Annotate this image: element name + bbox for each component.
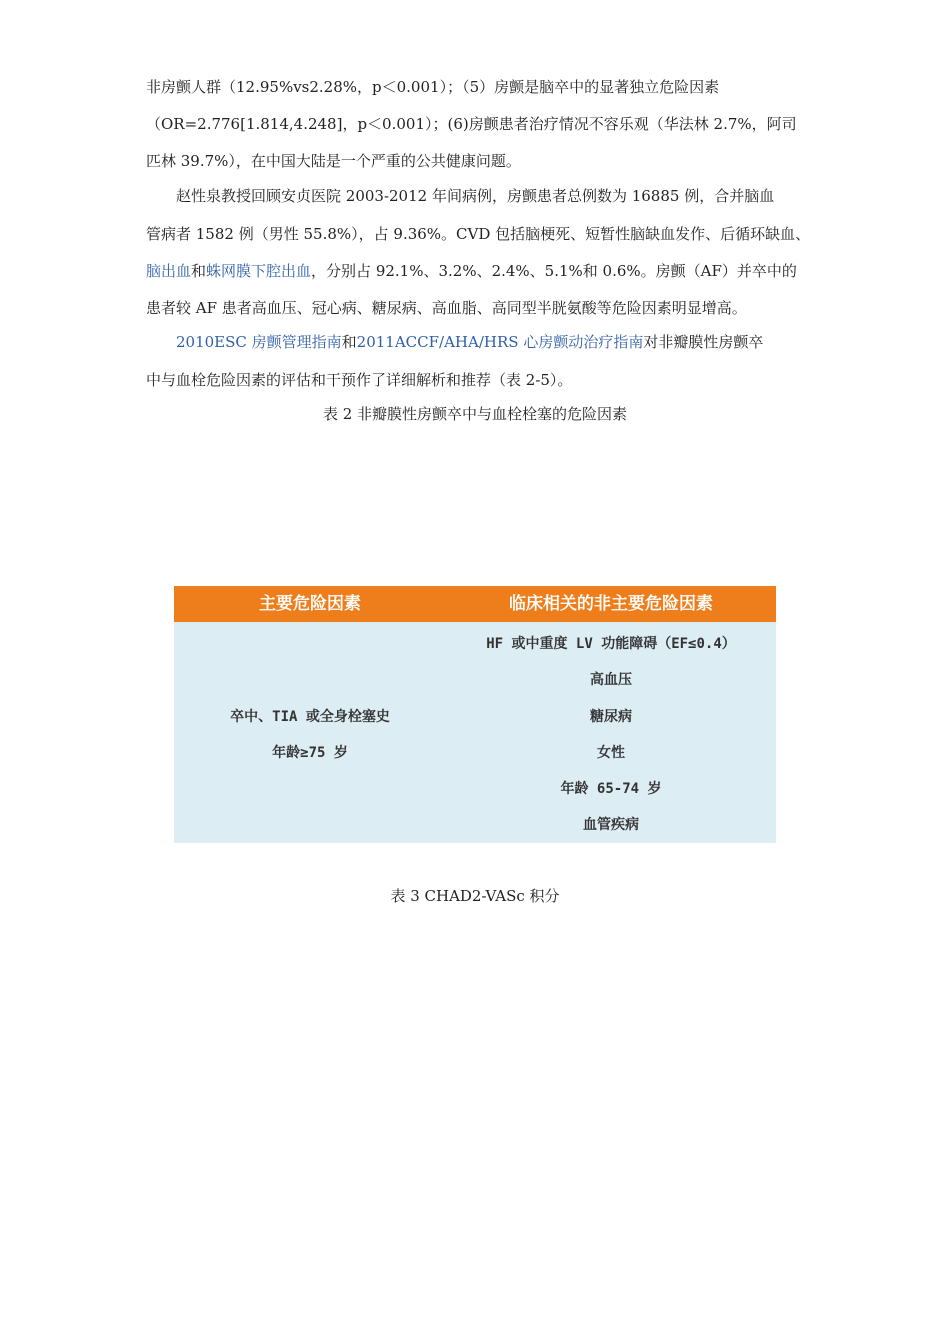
paragraph-1-line-1: 非房颤人群（12.95%vs2.28%，p＜0.001）；（5）房颤是脑卒中的显著独立危险因素	[146, 78, 720, 96]
paragraph-3-line-2: 中与血栓危险因素的评估和干预作了详细解析和推荐（表 2-5）。	[146, 371, 573, 389]
major-risk-item: 卒中、TIA 或全身栓塞史	[230, 709, 390, 725]
minor-risk-item: 高血压	[590, 672, 632, 688]
link-subarachnoid-hemorrhage[interactable]: 蛛网膜下腔出血	[206, 262, 312, 280]
minor-risk-item: 女性	[597, 745, 625, 761]
paragraph-2-line-3-rest: ，分别占 92.1%、3.2%、2.4%、5.1%和 0.6%。房颤（AF）并卒中的	[311, 262, 797, 280]
link-2010-esc-guideline[interactable]: 2010ESC 房颤管理指南	[176, 333, 342, 351]
paragraph-3-line-1-rest: 对非瓣膜性房颤卒	[643, 333, 764, 351]
major-risk-item: 年龄≥75 岁	[272, 745, 348, 761]
table-3-caption: 表 3 CHAD2-VASc 积分	[390, 887, 560, 905]
paragraph-2-line-3	[146, 261, 797, 281]
minor-risk-item: 糖尿病	[590, 709, 632, 725]
table-2-caption: 表 2 非瓣膜性房颤卒中与血栓栓塞的危险因素	[322, 405, 628, 423]
paragraph-1-line-3: 匹林 39.7%），在中国大陆是一个严重的公共健康问题。	[146, 152, 521, 170]
paragraph-3-line-1	[176, 332, 763, 352]
link-2011-accf-guideline[interactable]: 2011ACCF/AHA/HRS 心房颤动治疗指南	[356, 333, 644, 351]
header-minor-risk: 临床相关的非主要危险因素	[509, 594, 713, 614]
link-cerebral-hemorrhage[interactable]: 脑出血	[146, 262, 192, 280]
conjunction-text: 和	[191, 262, 207, 280]
paragraph-2-line-2: 管病者 1582 例（男性 55.8%），占 9.36%。CVD 包括脑梗死、短暂性脑缺血发作、后循环缺血、	[146, 225, 811, 243]
paragraph-1-line-2: （OR=2.776[1.814,4.248]，p＜0.001）；(6)房颤患者治疗情况不容乐观（华法林 2.7%，阿司	[146, 115, 797, 133]
header-major-risk: 主要危险因素	[259, 594, 361, 614]
table-header-row	[174, 586, 776, 622]
minor-risk-item: HF 或中重度 LV 功能障碍（EF≤0.4）	[486, 636, 736, 652]
minor-risk-item: 血管疾病	[583, 817, 639, 833]
conjunction-text: 和	[341, 333, 357, 351]
minor-risk-item: 年龄 65-74 岁	[560, 781, 662, 797]
paragraph-2-line-4: 患者较 AF 患者高血压、冠心病、糖尿病、高血脂、高同型半胱氨酸等危险因素明显增高。	[146, 299, 747, 317]
paragraph-2-line-1: 赵性泉教授回顾安贞医院 2003-2012 年间病例，房颤患者总例数为 16885 例，合并脑血	[176, 187, 775, 205]
risk-factor-table	[174, 586, 776, 843]
